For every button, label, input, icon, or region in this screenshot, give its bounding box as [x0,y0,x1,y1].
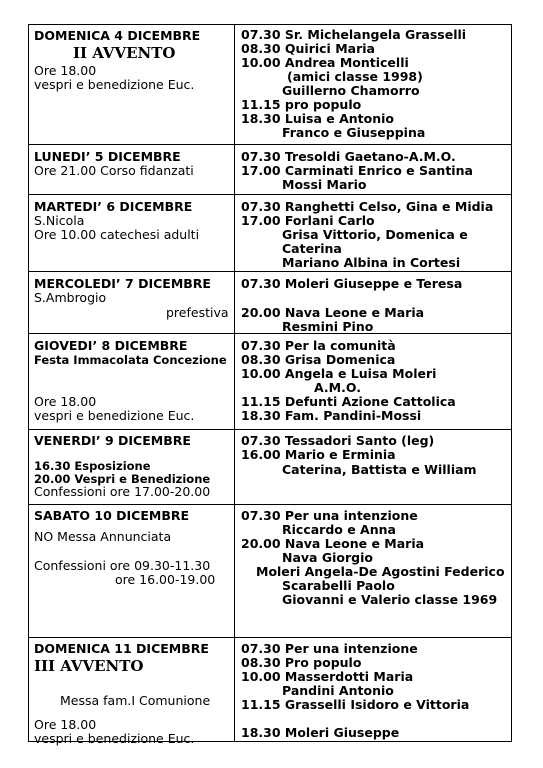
mass-entry: 18.30 Moleri Giuseppe [241,725,400,740]
day-note: S.Ambrogio [34,290,107,305]
day-heading: DOMENICA 11 DICEMBRE [34,641,209,656]
mass-entry: Resmini Pino [282,319,374,334]
mass-entry: (amici classe 1998) [287,69,423,84]
day-note: 16.30 Esposizione [34,459,151,473]
day-note: ore 16.00-19.00 [115,572,216,587]
day-heading: GIOVEDI’ 8 DICEMBRE [34,338,188,353]
day-note: III AVVENTO [34,657,144,675]
day-heading: MARTEDI’ 6 DICEMBRE [34,199,193,214]
day-heading: SABATO 10 DICEMBRE [34,508,190,523]
mass-entry: A.M.O. [314,380,361,395]
mass-entry: Mossi Mario [282,177,367,192]
day-note: Confessioni ore 09.30-11.30 [34,558,211,573]
mass-entry: 08.30 Pro populo [241,655,362,670]
mass-entry: 08.30 Quirici Maria [241,41,375,56]
day-note: Ore 10.00 catechesi adulti [34,227,200,242]
mass-entry: 07.30 Per una intenzione [241,641,418,656]
mass-entry: Nava Giorgio [282,550,373,565]
mass-entry: 07.30 Moleri Giuseppe e Teresa [241,276,463,291]
mass-entry: 07.30 Sr. Michelangela Grasselli [241,27,467,42]
row-divider [29,271,511,272]
day-heading: LUNEDI’ 5 DICEMBRE [34,149,181,164]
day-note: S.Nicola [34,213,85,228]
day-note: Ore 21.00 Corso fidanzati [34,163,194,178]
day-heading: MERCOLEDI’ 7 DICEMBRE [34,276,211,291]
mass-entry: 17.00 Carminati Enrico e Santina [241,163,473,178]
day-note: Confessioni ore 17.00-20.00 [34,484,211,499]
mass-entry: Caterina, Battista e William [282,462,477,477]
day-note: prefestiva [166,305,229,320]
mass-entry: 20.00 Nava Leone e Maria [241,305,425,320]
mass-entry: 07.30 Tessadori Santo (leg) [241,433,435,448]
mass-entry: Pandini Antonio [282,683,394,698]
mass-entry: 18.30 Luisa e Antonio [241,111,395,126]
mass-entry: 11.15 Defunti Azione Cattolica [241,394,456,409]
day-note: Festa Immacolata Concezione [34,353,227,367]
row-divider [29,194,511,195]
day-note: vespri e benedizione Euc. [34,731,195,746]
mass-entry: 18.30 Fam. Pandini-Mossi [241,408,422,423]
schedule-table [28,24,512,746]
mass-entry: Caterina [282,241,342,256]
mass-entry: 08.30 Grisa Domenica [241,352,396,367]
mass-entry: 17.00 Forlani Carlo [241,213,375,228]
row-divider [29,429,511,430]
mass-entry: Mariano Albina in Cortesi [282,255,461,270]
mass-entry: 10.00 Angela e Luisa Moleri [241,366,437,381]
mass-entry: Scarabelli Paolo [282,578,395,593]
mass-entry: 07.30 Per una intenzione [241,508,418,523]
day-note: NO Messa Annunciata [34,529,172,544]
day-heading: VENERDI’ 9 DICEMBRE [34,433,191,448]
day-note: Messa fam.I Comunione [60,693,211,708]
mass-entry: 10.00 Andrea Monticelli [241,55,409,70]
day-note: vespri e benedizione Euc. [34,77,195,92]
mass-entry: Moleri Angela-De Agostini Federico [256,564,505,579]
mass-entry: Franco e Giuseppina [282,125,426,140]
day-note: 20.00 Vespri e Benedizione [34,472,211,486]
row-divider [29,504,511,505]
mass-entry: 07.30 Tresoldi Gaetano-A.M.O. [241,149,456,164]
row-divider [29,144,511,145]
mass-entry: 10.00 Masserdotti Maria [241,669,414,684]
mass-entry: 16.00 Mario e Erminia [241,447,396,462]
day-note: Ore 18.00 [34,717,97,732]
day-note: II AVVENTO [73,44,176,62]
day-note: vespri e benedizione Euc. [34,408,195,423]
mass-entry: Guillerno Chamorro [282,83,420,98]
mass-entry: 07.30 Ranghetti Celso, Gina e Midia [241,199,494,214]
mass-entry: Giovanni e Valerio classe 1969 [282,592,498,607]
mass-entry: Grisa Vittorio, Domenica e [282,227,468,242]
day-note: Ore 18.00 [34,394,97,409]
row-divider [29,333,511,334]
mass-entry: 11.15 pro populo [241,97,362,112]
day-heading: DOMENICA 4 DICEMBRE [34,28,201,43]
mass-entry: Riccardo e Anna [282,522,396,537]
day-note: Ore 18.00 [34,63,97,78]
column-divider [234,25,235,741]
mass-entry: 20.00 Nava Leone e Maria [241,536,425,551]
mass-entry: 11.15 Grasselli Isidoro e Vittoria [241,697,470,712]
row-divider [29,637,511,638]
mass-entry: 07.30 Per la comunità [241,338,396,353]
